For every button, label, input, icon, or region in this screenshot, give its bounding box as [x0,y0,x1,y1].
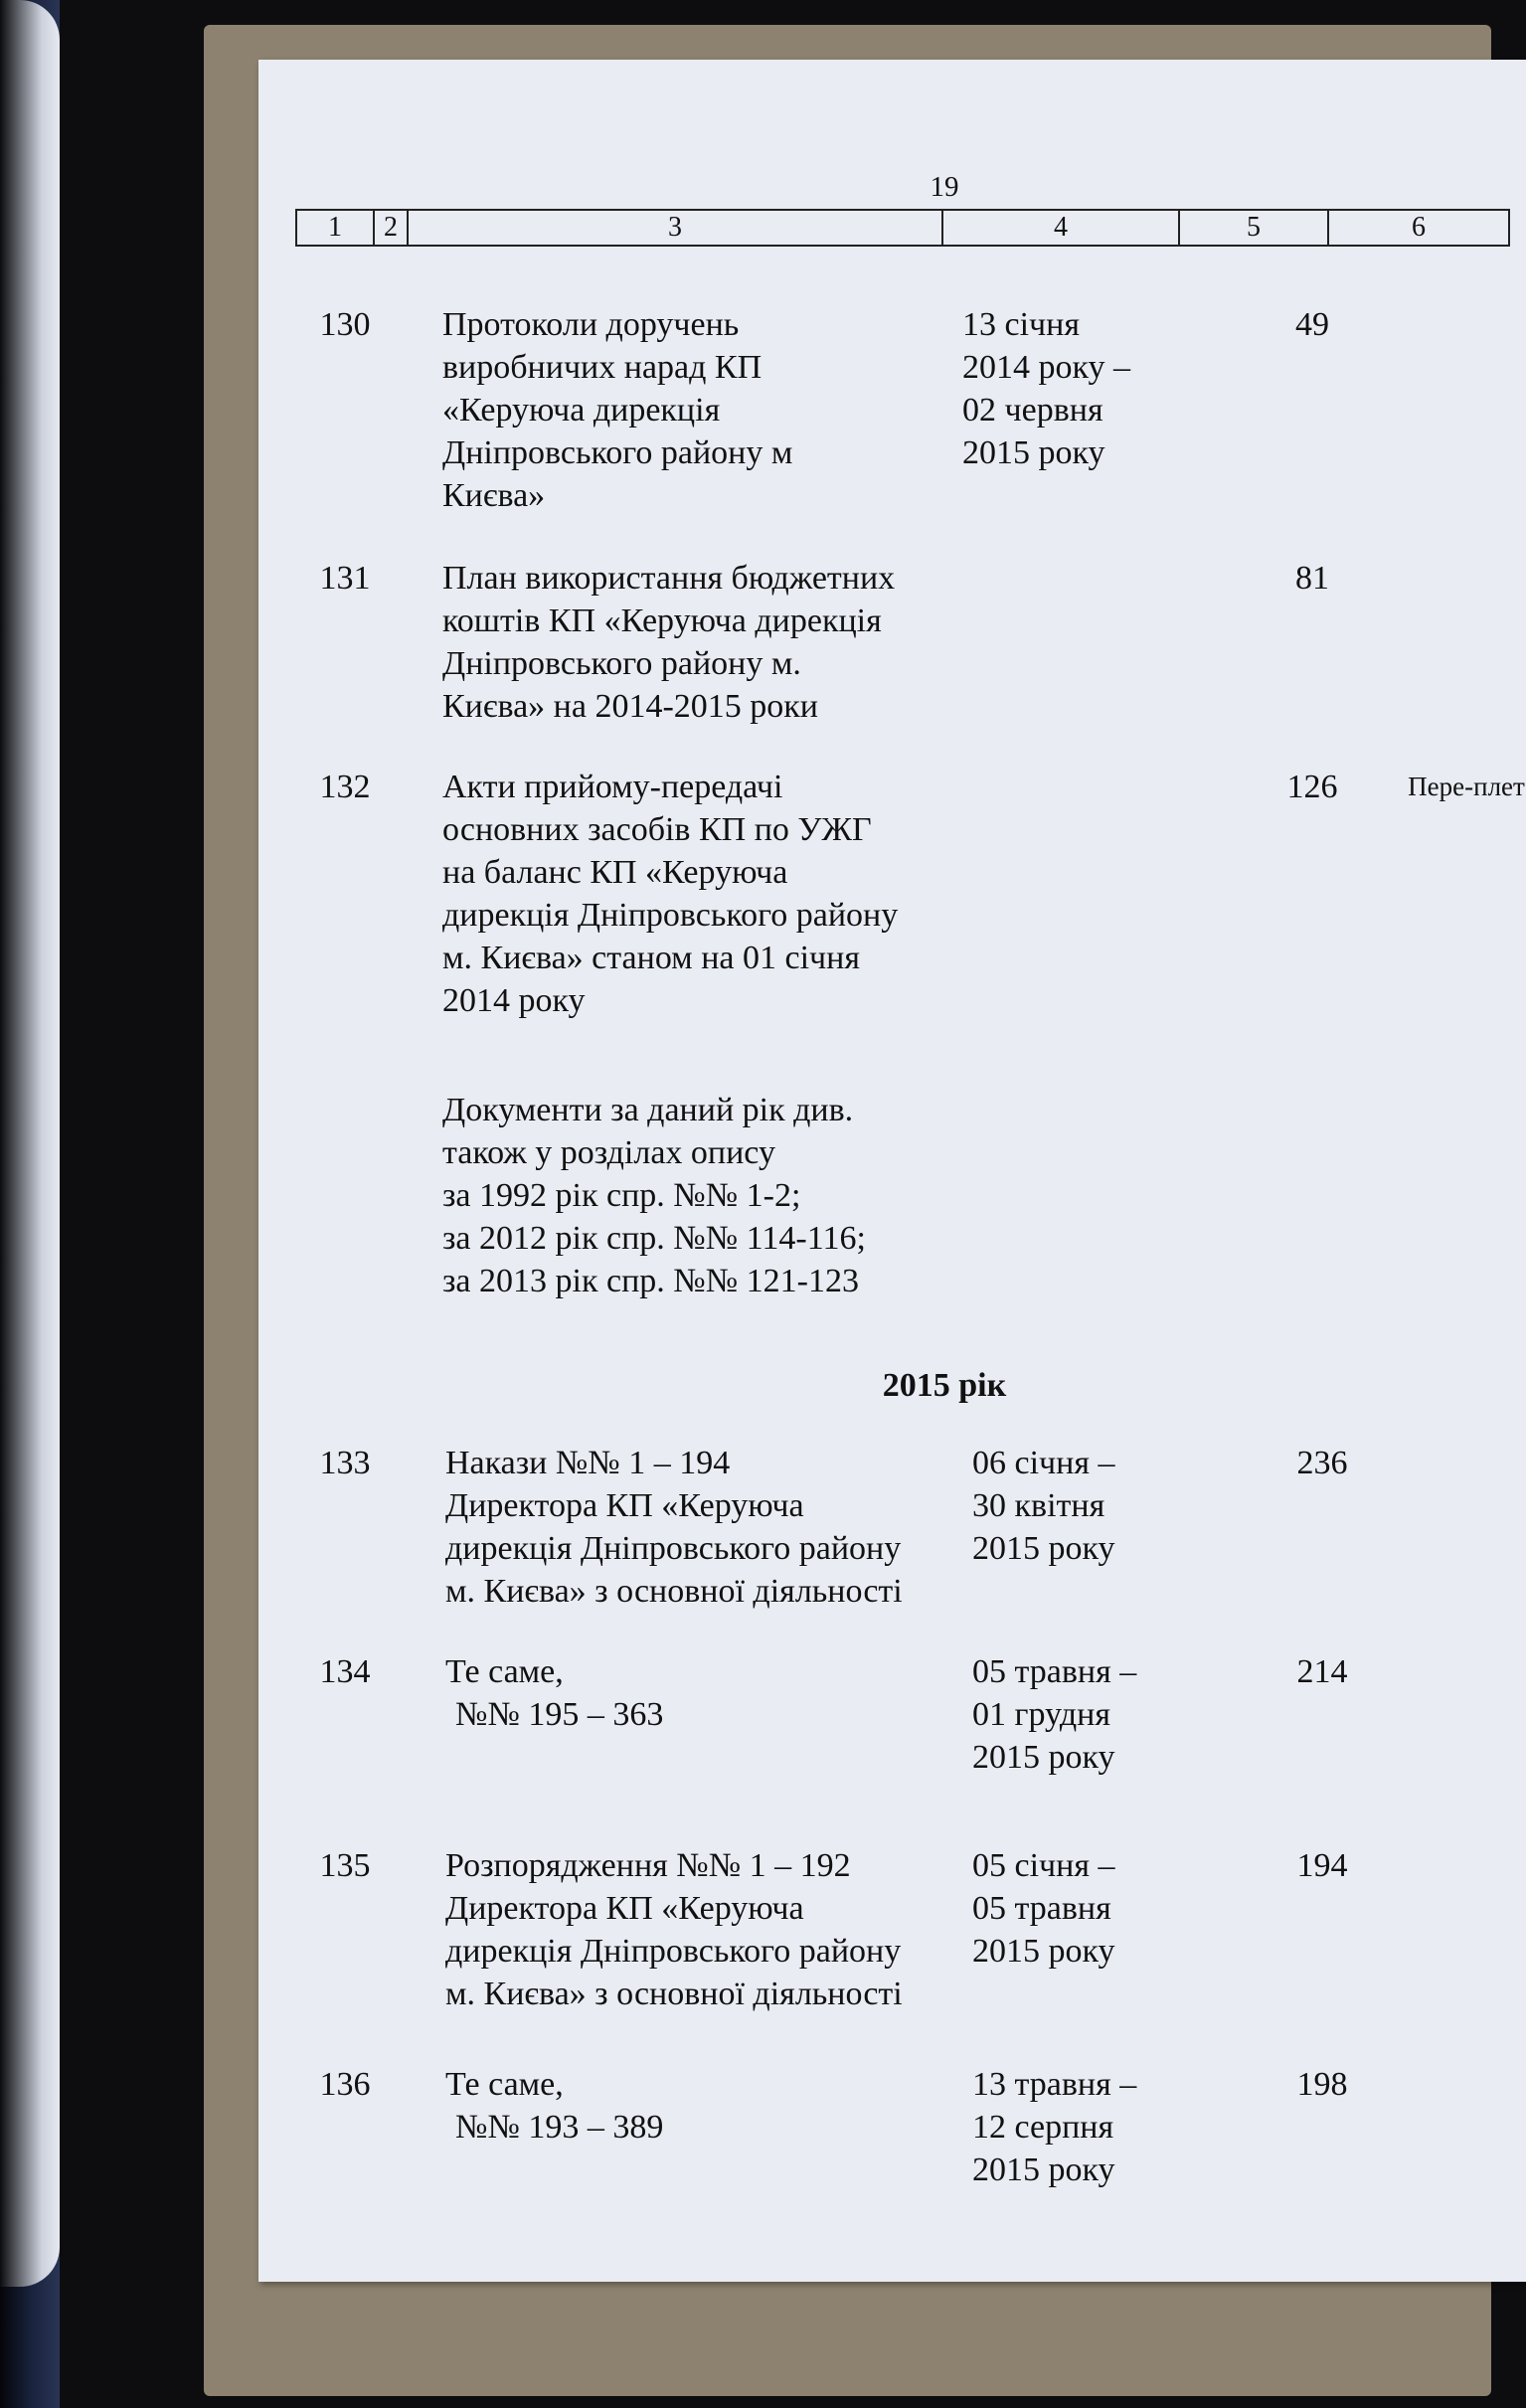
row-date-line: 12 серпня [972,2109,1114,2146]
row-date-line: 13 січня [962,306,1080,343]
row-title-line: Накази №№ 1 – 194 [445,1445,731,1481]
column-header-6: 6 [1412,212,1426,243]
row-date-line: 13 травня – [972,2066,1137,2103]
row-date-range [972,1650,1191,1779]
row-title [445,1442,1002,1613]
row-title-line: Києва» на 2014-2015 роки [442,688,818,725]
row-title-line: м. Києва» з основної діяльності [445,1976,903,2012]
see-also-line: за 1992 рік спр. №№ 1-2; [442,1177,801,1214]
see-also-line: також у розділах опису [442,1134,775,1171]
row-date-range [972,2063,1191,2191]
row-title-line: Директора КП «Керуюча [445,1487,804,1524]
row-sheet-count: 236 [1296,1445,1348,1481]
row-title-line: виробничих нарад КП [442,349,763,386]
row-date-range [972,1844,1191,1973]
see-also-line: за 2012 рік спр. №№ 114-116; [442,1220,866,1257]
row-title-line: дирекція Дніпровського району [445,1530,902,1567]
row-date-range [972,1442,1191,1570]
row-sheet-count: 194 [1296,1847,1348,1884]
section-heading-2015: 2015 рік [882,1367,1007,1404]
row-date-range [962,303,1181,474]
row-title [445,1650,1002,1736]
row-date-line: 06 січня – [972,1445,1115,1481]
row-date-line: 2015 року [972,1933,1115,1970]
see-also-line: за 2013 рік спр. №№ 121-123 [442,1263,859,1299]
row-sheet-count: 214 [1296,1653,1348,1690]
row-title [442,557,999,728]
column-header-4: 4 [943,211,1180,245]
row-title-line: №№ 195 – 363 [455,1696,664,1733]
row-title-line: м. Києва» з основної діяльності [445,1573,903,1610]
row-title-line: Директора КП «Керуюча [445,1890,804,1927]
row-title-line: м. Києва» станом на 01 січня [442,940,860,976]
row-sheet-count: 126 [1286,769,1338,805]
row-title-line: Те саме, [445,2066,564,2103]
column-header-1: 1 [297,211,375,245]
column-header-3: 3 [409,211,943,245]
row-title-line: Дніпровського району м [442,434,793,471]
row-number: 133 [319,1445,371,1481]
row-title [442,303,999,517]
row-title-line: дирекція Дніпровського району [442,897,899,934]
row-date-line: 05 травня [972,1890,1111,1927]
row-title-line: План використання бюджетних [442,560,896,597]
row-number: 135 [319,1847,371,1884]
row-title-line: Розпорядження №№ 1 – 192 [445,1847,851,1884]
row-number: 136 [319,2066,371,2103]
row-date-line: 05 січня – [972,1847,1115,1884]
row-date-line: 2015 року [972,1530,1115,1567]
row-title-line: Дніпровського району м. [442,645,801,682]
row-title-line: Києва» [442,477,546,514]
row-title-line: на баланс КП «Керуюча [442,854,788,891]
row-title-line: №№ 193 – 389 [455,2109,664,2146]
row-note: Пере-плет [1408,772,1525,801]
row-date-line: 05 травня – [972,1653,1137,1690]
row-title-line: коштів КП «Керуюча дирекція [442,602,882,639]
row-title [445,2063,1002,2149]
row-sheet-count: 81 [1295,560,1329,597]
page-content [258,60,1526,2282]
facing-page-edge [0,0,60,2287]
row-date-line: 2015 року [972,2151,1115,2188]
row-title-line: 2014 року [442,982,586,1019]
see-also-line: Документи за даний рік див. [442,1092,854,1128]
row-number: 132 [319,769,371,805]
document-page [258,60,1526,2282]
row-title [442,766,999,1022]
row-sheet-count: 198 [1296,2066,1348,2103]
row-title-line: основних засобів КП по УЖГ [442,811,872,848]
row-sheet-count: 49 [1295,306,1329,343]
row-title-line: дирекція Дніпровського району [445,1933,902,1970]
row-title-line: «Керуюча дирекція [442,392,721,429]
row-title-line: Те саме, [445,1653,564,1690]
row-date-line: 01 грудня [972,1696,1110,1733]
row-date-line: 2014 року – [962,349,1131,386]
column-header-2: 2 [375,211,409,245]
row-number: 130 [319,306,371,343]
row-date-line: 30 квітня [972,1487,1105,1524]
row-date-line: 2015 року [962,434,1105,471]
row-number: 134 [319,1653,371,1690]
row-title-line: Акти прийому-передачі [442,769,783,805]
row-date-line: 02 червня [962,392,1103,429]
row-date-line: 2015 року [972,1739,1115,1776]
column-header-5: 5 [1180,211,1329,245]
cardboard-backing [204,25,1525,2396]
row-number: 131 [319,560,371,597]
row-title [445,1844,1002,2015]
page-number: 19 [930,171,959,203]
see-also-note [442,1089,866,1302]
row-title-line: Протоколи доручень [442,306,740,343]
column-header-row [295,209,1510,247]
